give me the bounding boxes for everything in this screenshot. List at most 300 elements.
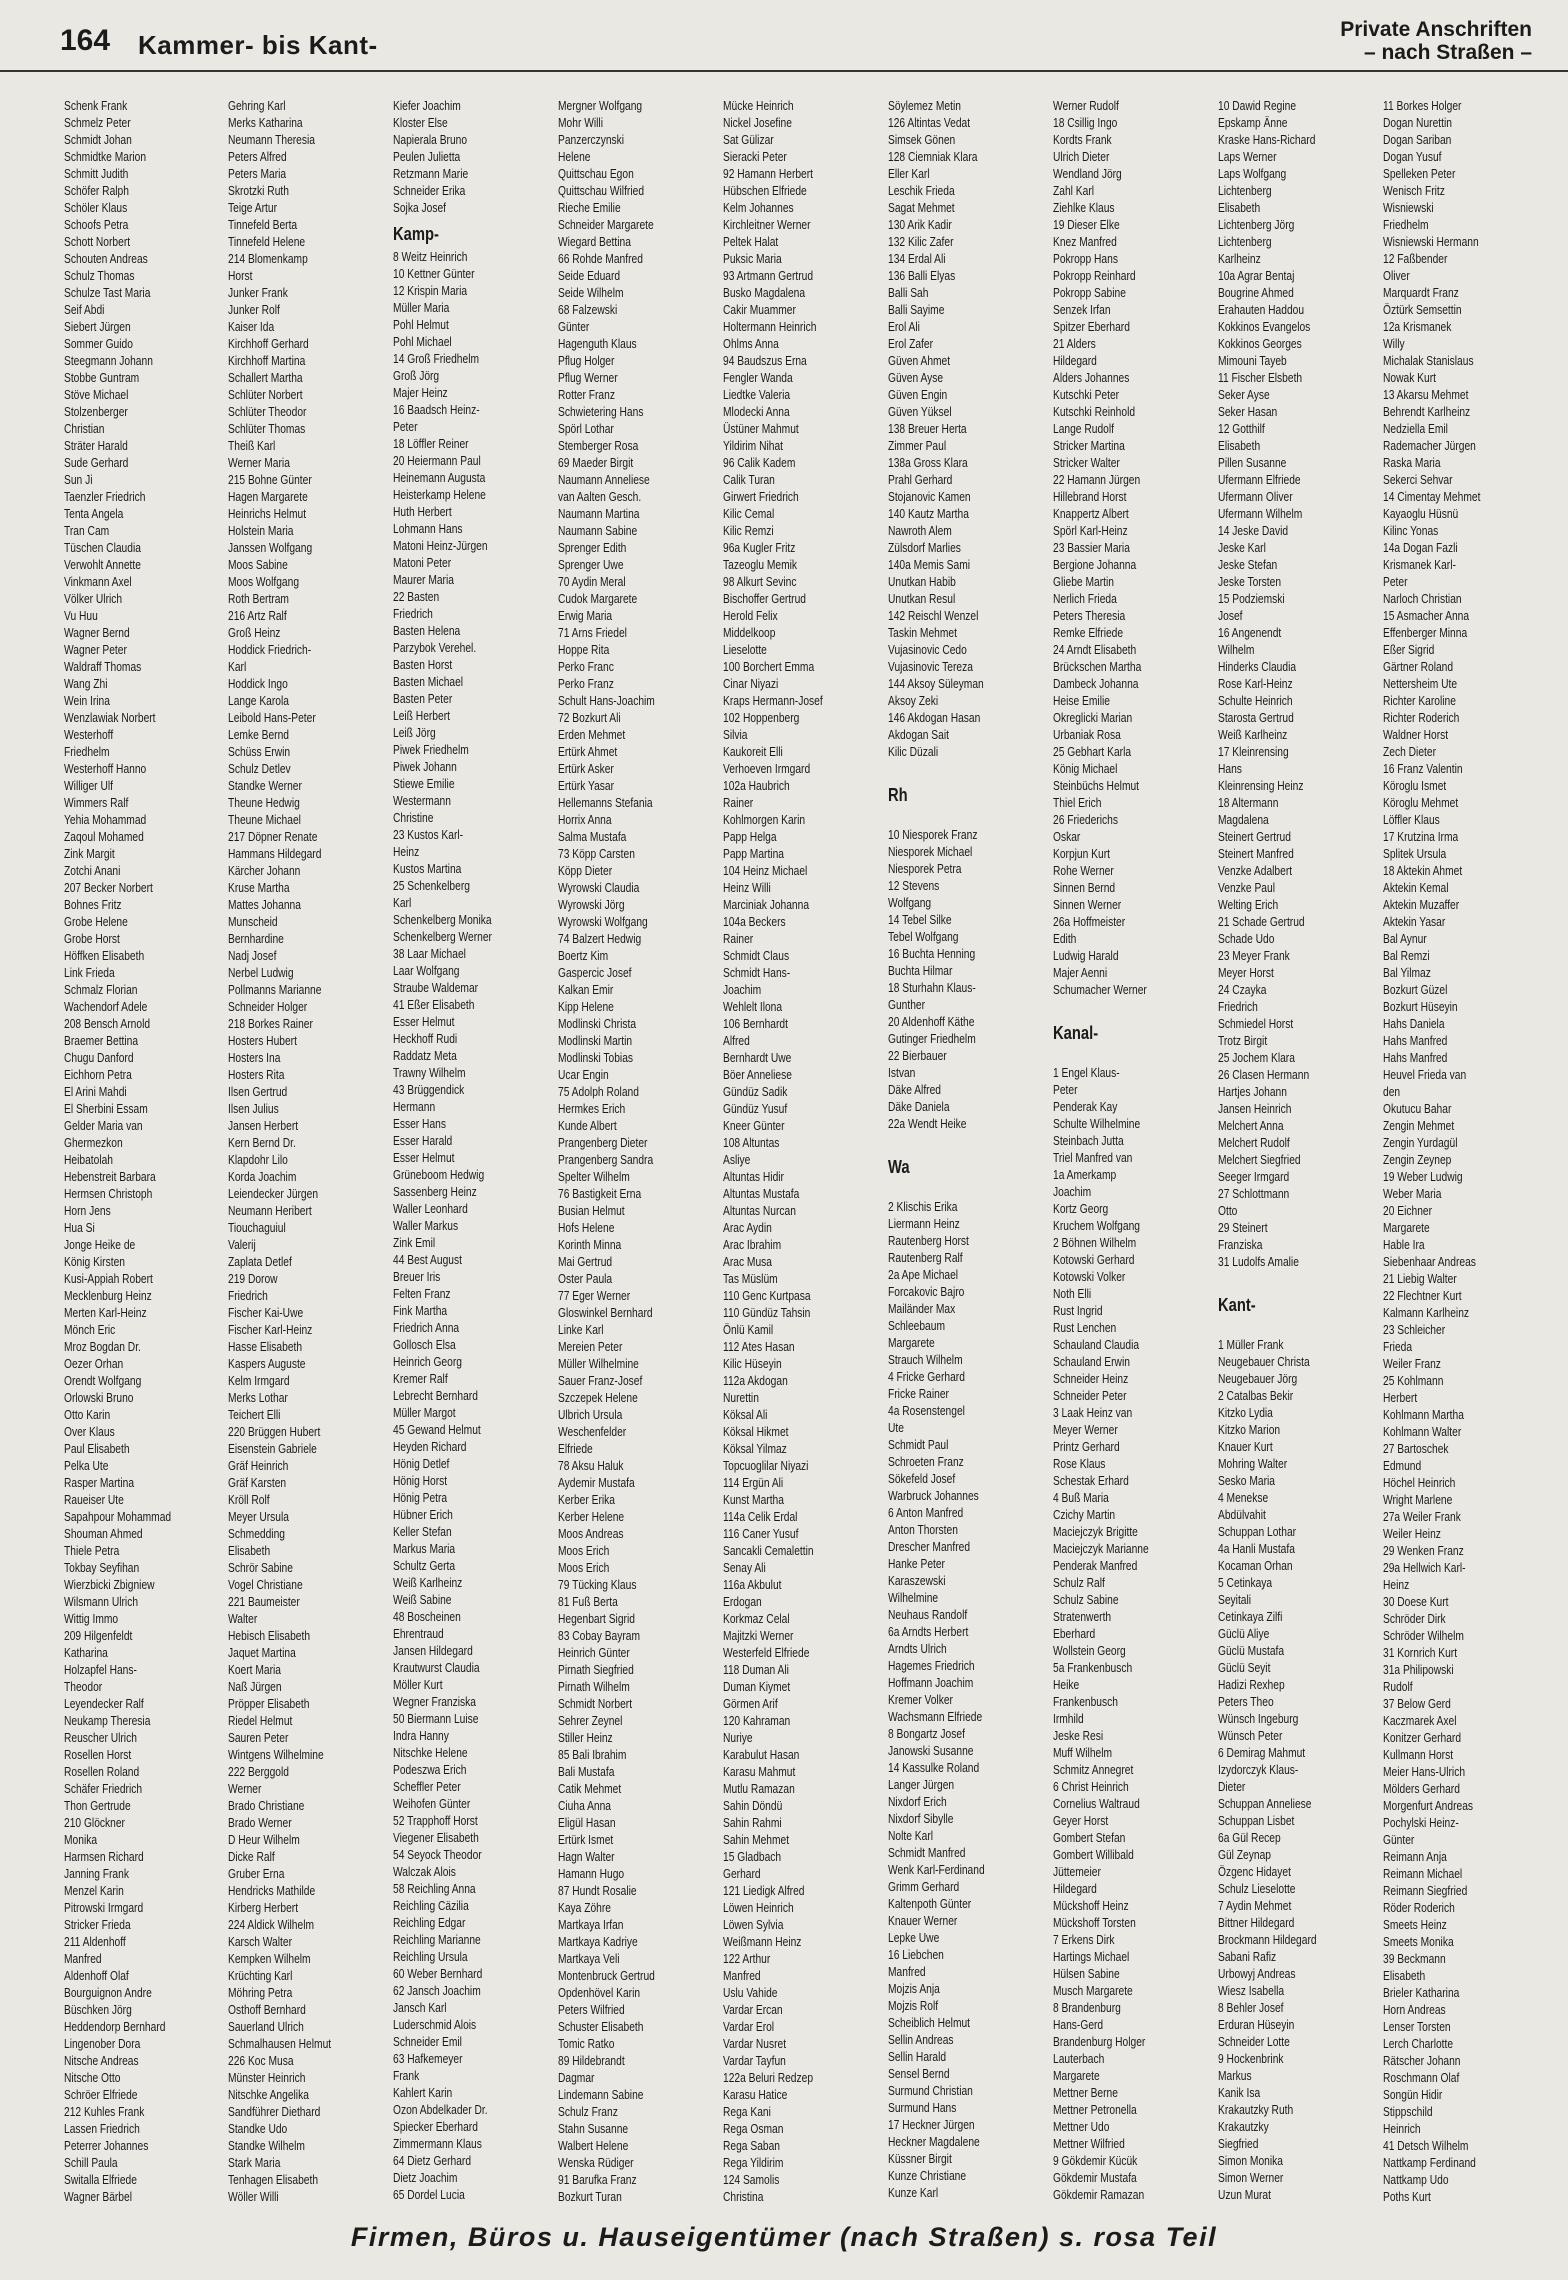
directory-entry: Hagenguth Klaus (558, 337, 637, 351)
directory-entry: Holzapfel Hans- (64, 1663, 137, 1677)
directory-entry: Lepke Uwe (888, 1931, 940, 1945)
directory-entry: Schmelz Peter (64, 116, 131, 130)
directory-entry: Kalkan Emir (558, 983, 614, 997)
directory-entry: Peters Wilfried (558, 2003, 625, 2017)
directory-entry: Heinrich Georg (393, 1355, 462, 1369)
directory-entry: Nixdorf Erich (888, 1795, 947, 1809)
directory-entry: Wyrowski Claudia (558, 881, 640, 895)
directory-entry: Gündüz Yusuf (723, 1102, 788, 1116)
directory-entry: Oskar (1053, 830, 1081, 844)
directory-entry: Tomic Ratko (558, 2037, 615, 2051)
footer-note: Firmen, Büros u. Hauseigentümer (nach Straßen) s. rosa Teil (350, 2222, 1218, 2252)
directory-entry: 136 Balli Elyas (888, 269, 956, 283)
directory-entry: Kerber Erika (558, 1493, 615, 1507)
directory-entry: Hartjes Johann (1218, 1085, 1287, 1099)
directory-entry: Anton Thorsten (888, 1523, 958, 1537)
directory-entry: 16 Liebchen (888, 1948, 944, 1962)
directory-entry: Margarete (888, 1336, 935, 1350)
directory-entry: Niesporek Michael (888, 845, 973, 859)
directory-entry: Wein Irina (64, 694, 110, 708)
directory-entry: Aksoy Zeki (888, 694, 939, 708)
directory-entry: Magdalena (1218, 813, 1269, 827)
directory-entry: Simsek Gönen (888, 133, 956, 147)
directory-entry: Kayaoglu Hüsnü (1383, 507, 1459, 521)
directory-entry: Schmalz Florian (64, 983, 138, 997)
directory-entry: 14 Groß Friedhelm (393, 352, 480, 366)
directory-entry: Paul Elisabeth (64, 1442, 130, 1456)
directory-entry: Schöler Klaus (64, 201, 128, 215)
directory-entry: Otto Karin (64, 1408, 111, 1422)
directory-entry: Standke Werner (228, 779, 302, 793)
directory-entry: Reimann Michael (1383, 1867, 1463, 1881)
directory-entry: Printz Gerhard (1053, 1440, 1120, 1454)
directory-entry: Wegner Franziska (393, 1695, 476, 1709)
directory-entry: 83 Cobay Bayram (558, 1629, 641, 1643)
directory-entry: Kanik Isa (1218, 2086, 1261, 2100)
section-title (1340, 18, 1532, 64)
directory-entry: Stippschild (1383, 2105, 1433, 2119)
directory-entry: 25 Jochem Klara (1218, 1051, 1295, 1065)
directory-entry: Jonge Heike de (64, 1238, 136, 1252)
directory-entry: Hasse Elisabeth (228, 1340, 303, 1354)
directory-entry: 22 Basten (393, 590, 440, 604)
directory-entry: Sieracki Peter (723, 150, 787, 164)
directory-entry: Rega Osman (723, 2122, 784, 2136)
directory-entry: D Heur Wilhelm (228, 1833, 300, 1847)
directory-entry: Böer Anneliese (723, 1068, 792, 1082)
directory-entry: Schultz Gerta (393, 1559, 456, 1573)
directory-entry: Aktekin Kemal (1383, 881, 1449, 895)
directory-entry: Richter Roderich (1383, 711, 1460, 725)
directory-entry: Werner (228, 1782, 262, 1796)
directory-entry: Theiß Karl (228, 439, 276, 453)
directory-entry: 140a Memis Sami (888, 558, 971, 572)
directory-entry: Menzel Karin (64, 1884, 124, 1898)
directory-entry: Kärcher Johann (228, 864, 301, 878)
directory-entry: Cinar Niyazi (723, 677, 779, 691)
page-number: 164 (60, 24, 111, 57)
directory-entry: Ertürk Yasar (558, 779, 615, 793)
directory-entry: Kusi-Appiah Robert (64, 1272, 153, 1286)
directory-entry: 2a Ape Michael (888, 1268, 959, 1282)
directory-entry: Weiß Sabine (393, 1593, 452, 1607)
directory-entry: 6a Gül Recep (1218, 1831, 1281, 1845)
directory-entry: Spelleken Peter (1383, 167, 1456, 181)
directory-entry: Brückschen Martha (1053, 660, 1142, 674)
directory-entry: Reimann Siegfried (1383, 1884, 1468, 1898)
directory-entry: Jeske Torsten (1218, 575, 1282, 589)
directory-entry: Link Frieda (64, 966, 115, 980)
directory-entry: Surmund Christian (888, 2084, 973, 2098)
directory-entry: Karl (228, 660, 247, 674)
directory-entry: 211 Aldenhoff (64, 1935, 126, 1949)
directory-entry: Kaukoreit Elli (723, 745, 783, 759)
directory-entry: Schulte Heinrich (1218, 694, 1293, 708)
directory-entry: Wagner Peter (64, 643, 127, 657)
directory-entry: Yehia Mohammad (64, 813, 147, 827)
directory-entry: Kocaman Orhan (1218, 1559, 1293, 1573)
directory-entry: Wenska Rüdiger (558, 2156, 634, 2170)
directory-entry: Markus (1218, 2069, 1252, 2083)
directory-entry: 8 Behler Josef (1218, 2001, 1284, 2015)
directory-entry: Wollstein Georg (1053, 1644, 1126, 1658)
directory-entry: 120 Kahraman (723, 1714, 791, 1728)
directory-entry: Moos Erich (558, 1544, 610, 1558)
directory-entry: Hildegard (1053, 1882, 1097, 1896)
directory-entry: Leibold Hans-Peter (228, 711, 316, 725)
directory-entry: Kraps Hermann-Josef (723, 694, 823, 708)
directory-column-5 (723, 98, 883, 2204)
directory-entry: Songün Hidir (1383, 2088, 1443, 2102)
directory-entry: Martkaya Irfan (558, 1918, 624, 1932)
directory-entry: Fink Martha (393, 1304, 448, 1318)
directory-entry: Gliebe Martin (1053, 575, 1114, 589)
directory-entry: Sun Ji (64, 473, 93, 487)
directory-entry: Hagn Walter (558, 1850, 615, 1864)
directory-entry: Löffler Klaus (1383, 813, 1440, 827)
directory-entry: Dogan Yusuf (1383, 150, 1442, 164)
directory-entry: Rudolf (1383, 1680, 1413, 1694)
directory-entry: Fischer Kai-Uwe (228, 1306, 304, 1320)
directory-entry: Kunst Martha (723, 1493, 784, 1507)
directory-entry: 73 Köpp Carsten (558, 847, 635, 861)
directory-entry: Mohring Walter (1218, 1457, 1288, 1471)
directory-entry: Ucar Engin (558, 1068, 609, 1082)
directory-entry: Quittschau Egon (558, 167, 634, 181)
directory-entry: Däke Alfred (888, 1083, 941, 1097)
directory-entry: 77 Eger Werner (558, 1289, 631, 1303)
directory-entry: Gökdemir Ramazan (1053, 2188, 1145, 2202)
directory-entry: Dietz Joachim (393, 2171, 458, 2185)
directory-entry: Schäfer Friedrich (64, 1782, 143, 1796)
directory-entry: Montenbruck Gertrud (558, 1969, 655, 1983)
directory-entry: Ziehlke Klaus (1053, 201, 1115, 215)
directory-entry: Brado Werner (228, 1816, 292, 1830)
directory-entry: Kraske Hans-Richard (1218, 133, 1316, 147)
directory-entry: Mlodecki Anna (723, 405, 790, 419)
directory-entry: Stricker Walter (1053, 456, 1120, 470)
directory-entry: 106 Bernhardt (723, 1017, 788, 1031)
page-header (0, 0, 1568, 72)
directory-entry: Venzke Paul (1218, 881, 1275, 895)
directory-entry: Münster Heinrich (228, 2071, 306, 2085)
directory-entry: Kilic Düzali (888, 745, 939, 759)
directory-entry: Karl (393, 896, 412, 910)
directory-entry: Melchert Siegfried (1218, 1153, 1301, 1167)
directory-entry: 224 Aldick Wilhelm (228, 1918, 315, 1932)
directory-entry: 4 Buß Maria (1053, 1491, 1109, 1505)
directory-entry: Fischer Karl-Heinz (228, 1323, 313, 1337)
directory-entry: Peter (1053, 1083, 1078, 1097)
directory-entry: 23 Kustos Karl- (393, 828, 464, 842)
directory-entry: Trotz Birgit (1218, 1034, 1268, 1048)
directory-entry: Horrix Anna (558, 813, 612, 827)
directory-entry: 142 Reischl Wenzel (888, 609, 979, 623)
directory-entry: Vardar Tayfun (723, 2054, 786, 2068)
directory-entry: 102 Hoppenberg (723, 711, 800, 725)
directory-entry: Friedhelm (64, 745, 110, 759)
directory-entry: 20 Heiermann Paul (393, 454, 481, 468)
directory-entry: 212 Kuhles Frank (64, 2105, 145, 2119)
directory-entry: 45 Gewand Helmut (393, 1423, 481, 1437)
directory-entry: Schneider Holger (228, 1000, 308, 1014)
directory-entry: 87 Hundt Rosalie (558, 1884, 637, 1898)
directory-entry: 98 Alkurt Sevinc (723, 575, 797, 589)
directory-entry: Nadj Josef (228, 949, 277, 963)
directory-entry: 22 Flechtner Kurt (1383, 1289, 1462, 1303)
directory-entry: Erdogan (723, 1595, 762, 1609)
directory-entry: 10 Dawid Regine (1218, 99, 1297, 113)
directory-entry: Kempken Wilhelm (228, 1952, 311, 1966)
directory-entry: Venzke Adalbert (1218, 864, 1293, 878)
directory-entry: Reichling Marianne (393, 1933, 481, 1947)
directory-entry: Krautwurst Claudia (393, 1661, 480, 1675)
directory-entry: Walczak Alois (393, 1865, 456, 1879)
directory-entry: Pollmanns Marianne (228, 983, 322, 997)
directory-entry: Rose Klaus (1053, 1457, 1106, 1471)
directory-entry: Stojanovic Kamen (888, 490, 971, 504)
directory-entry: 17 Heckner Jürgen (888, 2118, 975, 2132)
directory-entry: Möhring Petra (228, 1986, 293, 2000)
directory-entry: Köpp Dieter (558, 864, 613, 878)
directory-entry: Kiefer Joachim (393, 99, 461, 113)
directory-entry: Schenkelberg Werner (393, 930, 492, 944)
directory-entry: Stricker Frieda (64, 1918, 131, 1932)
directory-entry: Heinz Willi (723, 881, 771, 895)
directory-entry: Rust Lenchen (1053, 1321, 1117, 1335)
directory-entry: 41 Detsch Wilhelm (1383, 2139, 1469, 2153)
directory-entry: Wisniewski (1383, 201, 1434, 215)
directory-entry: Theune Hedwig (228, 796, 300, 810)
directory-entry: 146 Akdogan Hasan (888, 711, 981, 725)
directory-entry: Mimouni Tayeb (1218, 354, 1287, 368)
directory-entry: Seeger Irmgard (1218, 1170, 1290, 1184)
directory-entry: Friedrich (228, 1289, 268, 1303)
directory-entry: Kitzko Lydia (1218, 1406, 1273, 1420)
directory-entry: 70 Aydin Meral (558, 575, 626, 589)
directory-entry: Margarete (1053, 2069, 1100, 2083)
directory-entry: Modlinski Martin (558, 1034, 633, 1048)
directory-entry: 134 Erdal Ali (888, 252, 946, 266)
directory-entry: Schmidt Hans- (723, 966, 791, 980)
directory-entry: Naumann Sabine (558, 524, 638, 538)
directory-column-3 (393, 98, 553, 2204)
directory-entry: Gelder Maria van (64, 1119, 143, 1133)
directory-entry: Vardar Erol (723, 2020, 775, 2034)
directory-entry: Perko Franc (558, 660, 614, 674)
directory-entry: Seker Hasan (1218, 405, 1278, 419)
directory-entry: Jansen Hildegard (393, 1644, 473, 1658)
directory-entry: 50 Biermann Luise (393, 1712, 479, 1726)
directory-entry: Rega Yildirim (723, 2156, 784, 2170)
directory-entry: Ertürk Asker (558, 762, 614, 776)
directory-entry: Werner Maria (228, 456, 290, 470)
directory-entry: Maciejczyk Brigitte (1053, 1525, 1138, 1539)
directory-entry: Rademacher Jürgen (1383, 439, 1476, 453)
directory-entry: Riedel Helmut (228, 1714, 293, 1728)
directory-entry: Schneider Erika (393, 184, 466, 198)
directory-entry: Fricke Rainer (888, 1387, 949, 1401)
directory-entry: Merten Karl-Heinz (64, 1306, 147, 1320)
directory-entry: Sauer Franz-Josef (558, 1374, 643, 1388)
directory-entry: Bal Yilmaz (1383, 966, 1431, 980)
directory-entry: 68 Falzewski (558, 303, 618, 317)
directory-entry: 140 Kautz Martha (888, 507, 969, 521)
directory-entry: Merks Katharina (228, 116, 303, 130)
directory-entry: 52 Trapphoff Horst (393, 1814, 478, 1828)
directory-entry: Lauterbach (1053, 2052, 1105, 2066)
directory-entry: Mecklenburg Heinz (64, 1289, 152, 1303)
directory-entry: Dogan Nurettin (1383, 116, 1452, 130)
directory-entry: Kustos Martina (393, 862, 462, 876)
directory-entry: Frankenbusch (1053, 1695, 1118, 1709)
directory-column-9 (1383, 98, 1504, 2204)
directory-entry: Mettner Udo (1053, 2120, 1110, 2134)
directory-entry: Sommer Guido (64, 337, 133, 351)
directory-entry: Felten Franz (393, 1287, 451, 1301)
directory-entry: Kunze Karl (888, 2186, 939, 2200)
directory-entry: Heise Emilie (1053, 694, 1110, 708)
directory-entry: Lange Rudolf (1053, 422, 1114, 436)
directory-column-1 (64, 98, 224, 2204)
directory-entry: Seyitali (1218, 1593, 1252, 1607)
directory-entry: Güven Yüksel (888, 405, 952, 419)
directory-entry: Aldenhoff Olaf (64, 1969, 129, 1983)
directory-entry: Walbert Helene (558, 2139, 629, 2153)
directory-entry: Ulrich Dieter (1053, 150, 1110, 164)
directory-entry: Sesko Maria (1218, 1474, 1275, 1488)
directory-entry: Hartings Michael (1053, 1950, 1130, 1964)
directory-entry: Bohnes Fritz (64, 898, 122, 912)
directory-entry: 12 Stevens (888, 879, 940, 893)
directory-entry: Stratenwerth (1053, 1610, 1112, 1624)
directory-entry: Nuriye (723, 1731, 753, 1745)
directory-entry: Hermann (393, 1100, 436, 1114)
directory-entry: 122a Beluri Redzep (723, 2071, 814, 2085)
directory-entry: Schulte Wilhelmine (1053, 1117, 1141, 1131)
directory-entry: Junker Rolf (228, 303, 280, 317)
directory-entry: Friedhelm (1383, 218, 1429, 232)
directory-entry: 21 Liebig Walter (1383, 1272, 1457, 1286)
directory-entry: Ilsen Gertrud (228, 1085, 288, 1099)
directory-entry: Mückshoff Heinz (1053, 1899, 1129, 1913)
directory-entry: Friedrich (1218, 1000, 1258, 1014)
directory-entry: Schöfer Ralph (64, 184, 129, 198)
directory-entry: 222 Berggold (228, 1765, 289, 1779)
directory-entry: Seif Abdi (64, 303, 105, 317)
directory-entry: Schulz Lieselotte (1218, 1882, 1296, 1896)
directory-entry: Däke Daniela (888, 1100, 950, 1114)
directory-entry: Frieda (1383, 1340, 1413, 1354)
directory-entry: Gräf Heinrich (228, 1459, 289, 1473)
directory-entry: Behrendt Karlheinz (1383, 405, 1471, 419)
directory-entry: Balli Sayime (888, 303, 945, 317)
directory-entry: 112 Ates Hasan (723, 1340, 795, 1354)
directory-entry: Schumacher Werner (1053, 983, 1147, 997)
directory-entry: El Arini Mahdi (64, 1085, 127, 1099)
directory-entry: Arac Aydin (723, 1221, 772, 1235)
directory-entry: Senay Ali (723, 1561, 766, 1575)
directory-entry: Wöller Willi (228, 2190, 279, 2204)
directory-entry: Holtermann Heinrich (723, 320, 817, 334)
directory-entry: Ertürk Ismet (558, 1833, 614, 1847)
directory-entry: Kirchleitner Werner (723, 218, 811, 232)
directory-entry: Peltek Halat (723, 235, 779, 249)
directory-entry: 9 Hockenbrink (1218, 2052, 1284, 2066)
directory-entry: Cetinkaya Zilfi (1218, 1610, 1283, 1624)
directory-entry: König Kirsten (64, 1255, 125, 1269)
directory-entry: Unutkan Habib (888, 575, 956, 589)
directory-entry: Löwen Sylvia (723, 1918, 784, 1932)
directory-entry: 10a Agrar Bentaj (1218, 269, 1295, 283)
directory-entry: Müller Maria (393, 301, 450, 315)
directory-entry: Tenta Angela (64, 507, 124, 521)
directory-entry: Mücke Heinrich (723, 99, 794, 113)
directory-entry: Michalak Stanislaus (1383, 354, 1474, 368)
directory-entry: 15 Asmacher Anna (1383, 609, 1470, 623)
directory-entry: Neugebauer Christa (1218, 1355, 1310, 1369)
directory-entry: Peter (1383, 575, 1408, 589)
directory-entry: 25 Kohlmann (1383, 1374, 1444, 1388)
directory-entry: Janning Frank (64, 1867, 129, 1881)
directory-entry: Günter (558, 320, 590, 334)
directory-entry: Helene (558, 150, 591, 164)
directory-entry: Thiele Petra (64, 1544, 120, 1558)
directory-entry: Elisabeth (228, 1544, 271, 1558)
directory-entry: Schuppan Anneliese (1218, 1797, 1312, 1811)
directory-entry: Piwek Friedhelm (393, 743, 469, 757)
directory-entry: Koert Maria (228, 1663, 281, 1677)
directory-entry: Wang Zhi (64, 677, 108, 691)
directory-entry: Junker Frank (228, 286, 288, 300)
directory-entry: Schröer Elfriede (64, 2088, 138, 2102)
directory-entry: Irmhild (1053, 1712, 1084, 1726)
directory-entry: 30 Doese Kurt (1383, 1595, 1449, 1609)
directory-entry: Neukamp Theresia (64, 1714, 151, 1728)
street-heading: Kant- (1218, 1295, 1256, 1315)
section-title-line-1: Private Anschriften (1340, 18, 1532, 41)
directory-entry: Jaquet Martina (228, 1646, 296, 1660)
directory-entry: Steinert Gertrud (1218, 830, 1291, 844)
directory-entry: Grimm Gerhard (888, 1880, 960, 1894)
directory-entry: Karasu Hatice (723, 2088, 788, 2102)
directory-entry: Karaszewski (888, 1574, 946, 1588)
directory-entry: Siebenhaar Andreas (1383, 1255, 1476, 1269)
directory-entry: Weihofen Günter (393, 1797, 471, 1811)
directory-entry: Hebisch Elisabeth (228, 1629, 311, 1643)
directory-entry: 14 Kassulke Roland (888, 1761, 980, 1775)
directory-entry: Schneider Margarete (558, 218, 654, 232)
directory-entry: 24 Arndt Elisabeth (1053, 643, 1137, 657)
directory-entry: 81 Fuß Berta (558, 1595, 618, 1609)
directory-entry: Peters Theresia (1053, 609, 1126, 623)
directory-entry: Kirberg Herbert (228, 1901, 299, 1915)
directory-entry: Köksal Hikmet (723, 1425, 789, 1439)
directory-entry: Teige Artur (228, 201, 278, 215)
directory-entry: Schüss Erwin (228, 745, 291, 759)
directory-entry: Ghermezkon (64, 1136, 123, 1150)
directory-entry: Waller Markus (393, 1219, 459, 1233)
directory-entry: Gunther (888, 998, 926, 1012)
directory-entry: Piwek Johann (393, 760, 457, 774)
directory-entry: 12 Faßbender (1383, 252, 1448, 266)
directory-entry: 23 Meyer Frank (1218, 949, 1290, 963)
directory-entry: Kohlmorgen Karin (723, 813, 806, 827)
directory-entry: Heike (1053, 1678, 1080, 1692)
directory-entry: Hahs Manfred (1383, 1051, 1448, 1065)
directory-entry: Rasper Martina (64, 1476, 135, 1490)
directory-entry: Wintgens Wilhelmine (228, 1748, 324, 1762)
